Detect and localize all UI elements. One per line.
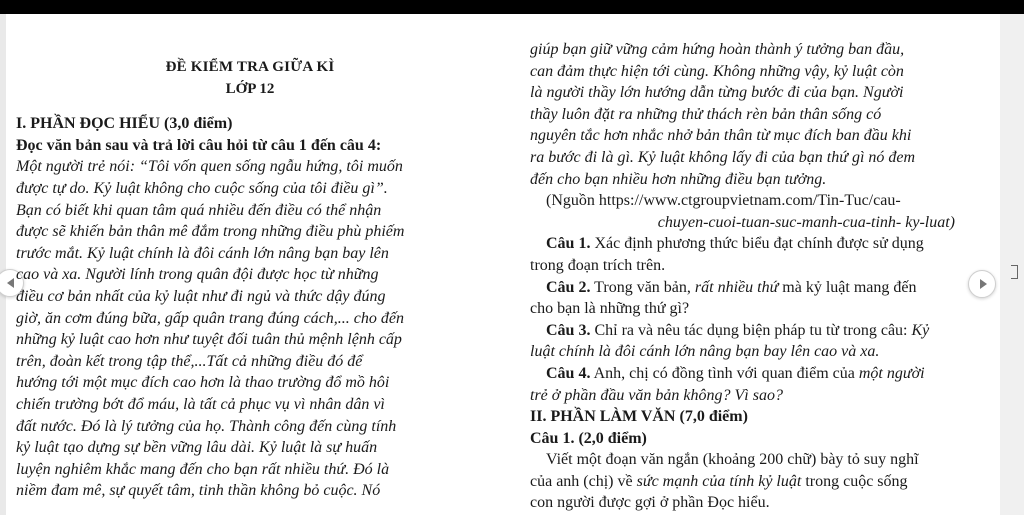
source-citation-cont: chuyen-cuoi-tuan-suc-manh-cua-tinh- ky-luat) [657,213,955,231]
question-1-text: Xác định phương thức biểu đạt chính được sử dụng [590,235,924,253]
passage-line: trước mắt. Kỷ luật chính là đôi cánh lớn nâng bạn bay lên [16,244,389,262]
section2-heading: II. PHẦN LÀM VĂN (7,0 điểm) [530,408,748,426]
passage-line: Bạn có biết khi quan tâm quá nhiều đến điều có thể nhận [16,201,382,219]
question-3-label: Câu 3. [546,321,591,339]
passage-line: là người thầy lớn hướng dẫn từng bước đi của bạn. Người [530,84,904,102]
question-2-text: Trong văn bản, [590,278,695,296]
essay-line: con người được gợi ở phần Đọc hiểu. [530,494,770,512]
question-3 [530,320,955,342]
passage-line: được tự do. Kỷ luật không cho cuộc sống của tôi điều gì”. [16,179,388,197]
right-column [530,39,955,514]
question-3-cont: luật chính là đôi cánh lớn nâng bạn bay lên cao và xa. [530,343,880,361]
essay-italic: sức mạnh của tính kỷ luật [636,472,802,490]
exam-title: ĐỀ KIỂM TRA GIỮA KÌ [165,59,335,75]
left-column [16,57,484,502]
source-citation: (Nguồn https://www.ctgroupvietnam.com/Tin-Tuc/cau- [546,192,901,210]
section1-heading: I. PHẦN ĐỌC HIỂU (3,0 điểm) [16,115,233,133]
next-page-button[interactable] [968,270,996,298]
chevron-right-icon [980,279,987,289]
page-edge-mark [1011,265,1018,279]
passage-line: hướng tới một mục đích cao hơn là thao trường đổ mồ hôi [16,374,390,392]
passage-line: can đảm thực hiện tới cùng. Không những vậy, kỷ luật còn [530,62,904,80]
passage-line: luyện nghiêm khắc mang đến cho bạn rất nhiều thứ. Đó là [16,460,390,478]
passage-line: Một người trẻ nói: “Tôi vốn quen sống ngẫu hứng, tôi muốn [16,158,403,176]
question-4-italic: một người [858,364,925,382]
question-1-label: Câu 1. [546,235,591,253]
passage-line: điều cơ bản nhất của kỷ luật như đi ngủ và thức dậy đúng [16,287,386,305]
exam-grade: LỚP 12 [225,80,275,97]
passage-line: giờ, ăn cơm đúng bữa, gấp quân trang đúng cách,... cho đến [16,309,404,327]
passage-line: kỷ luật tạo dựng sự bền vững lâu dài. Kỷ luật là sự huấn [16,439,378,457]
question-3-italic: Kỷ [911,321,930,339]
question-3-text: Chỉ ra và nêu tác dụng biện pháp tu từ trong câu: [590,321,912,339]
passage-line: nguyên tắc hơn nhắc nhở bản thân từ mục đích ban đầu khi [530,127,912,145]
document-page [6,14,1000,515]
essay-line [530,471,955,493]
passage-line: được sẽ khiến bản thân mê đắm trong những điều phù phiếm [16,223,405,241]
question-2-text2: mà kỷ luật mang đến [778,278,917,296]
passage-line: giúp bạn giữ vững cảm hứng hoàn thành ý tưởng ban đầu, [530,41,905,58]
passage-line: trên, đoàn kết trong tập thể,...Tất cả những điều đó để [16,352,363,370]
chevron-left-icon [7,278,14,288]
passage-line: chiến trường bớt đổ máu, là tất cả phục vụ vì nhân dân vì [16,395,385,413]
question-2-label: Câu 2. [546,278,591,296]
reading-instruction: Đọc văn bản sau và trả lời câu hỏi từ câu 1 đến câu 4: [16,136,382,154]
question-4-cont: trẻ ở phần đầu văn bản không? Vì sao? [530,386,783,404]
essay-text-b: trong cuộc sống [801,472,908,490]
passage-line: đến cho bạn nhiều hơn những điều bạn tưởng. [530,170,827,188]
essay-question-label: Câu 1. (2,0 điểm) [530,429,647,447]
passage-line: đất nước. Đó là lý tưởng của họ. Thành công đến cùng tính [16,417,397,435]
passage-line: ra bước đi là gì. Kỷ luật không lấy đi của bạn thứ gì nó đem [530,148,916,166]
question-4-text: Anh, chị có đồng tình với quan điểm của [590,364,859,382]
essay-text-a: của anh (chị) về [530,472,637,490]
passage-line: cao và xa. Người lính trong quân đội được học từ những [16,266,379,284]
question-2 [530,277,955,299]
question-1-cont: trong đoạn trích trên. [530,256,666,274]
passage-line: những kỷ luật cao hơn như tuyệt đối tuân thủ mệnh lệnh cấp [16,331,402,349]
question-2-italic: rất nhiều thứ [694,278,779,296]
question-4-label: Câu 4. [546,364,591,382]
passage-line: thầy luôn đặt ra những thử thách rèn bản thân sống có [530,105,882,123]
question-4 [530,363,955,385]
passage-line: niềm đam mê, sự quyết tâm, tinh thần không bỏ cuộc. Nó [16,482,381,500]
question-1 [530,233,955,255]
essay-line: Viết một đoạn văn ngắn (khoảng 200 chữ) bày tỏ suy nghĩ [546,451,919,469]
top-black-bar [0,0,1024,14]
question-2-cont: cho bạn là những thứ gì? [530,300,690,318]
